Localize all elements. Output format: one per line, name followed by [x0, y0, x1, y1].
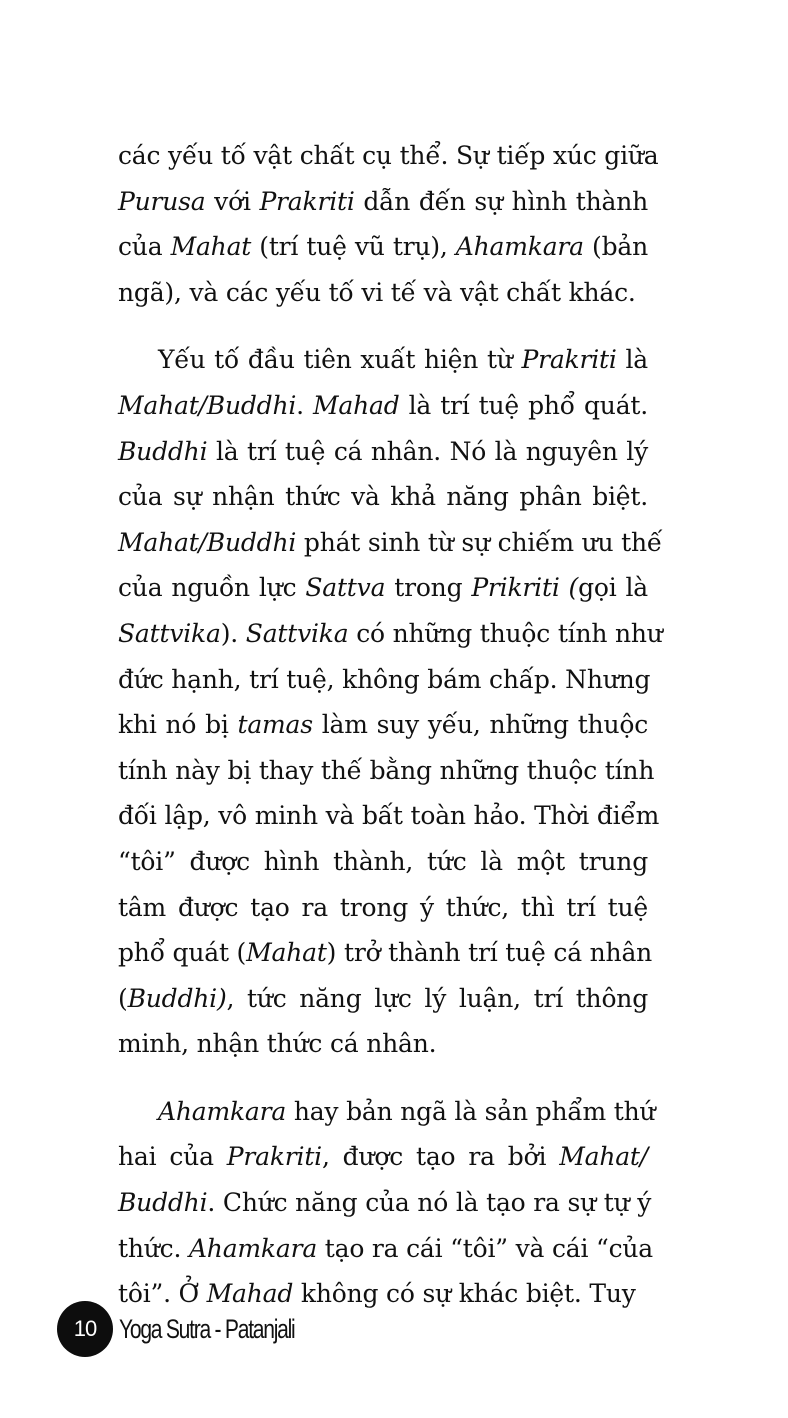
text-run: của nguồn lực	[118, 573, 306, 603]
text-run: Yếu tố đầu tiên xuất hiện từ	[158, 345, 522, 375]
italic-term: Ahamkara	[158, 1096, 287, 1126]
italic-term: Sattvika	[245, 618, 349, 648]
italic-term: Buddhi	[118, 1188, 208, 1218]
text-run: là trí tuệ cá nhân. Nó là nguyên lý	[207, 436, 648, 466]
text-line	[118, 224, 648, 270]
italic-term: Buddhi)	[127, 983, 227, 1013]
text-line	[118, 337, 648, 383]
text-run: ).	[220, 618, 246, 648]
italic-term: Prakriti	[521, 345, 617, 375]
italic-term: Mahad	[313, 390, 400, 420]
text-run: các yếu tố vật chất cụ thể. Sự tiếp xúc giữa	[118, 141, 659, 170]
text-run: không có sự khác biệt. Tuy	[293, 1279, 636, 1309]
text-run: tạo ra cái “tôi” và cái “của	[317, 1233, 653, 1263]
text-run: “tôi” được hình thành, tức là một trung	[118, 846, 648, 876]
page-number-badge	[57, 1301, 113, 1357]
italic-term: Buddhi	[118, 436, 208, 466]
text-line	[118, 1134, 648, 1180]
italic-term: Sattva	[305, 573, 386, 603]
text-run: thức.	[118, 1233, 189, 1263]
text-run: , được tạo ra bởi	[321, 1142, 560, 1172]
italic-term: Sattvika	[118, 618, 221, 648]
paragraph-2	[118, 337, 663, 1067]
text-run: đức hạnh, trí tuệ, không bám chấp. Nhưng	[118, 664, 651, 694]
text-line	[118, 1021, 648, 1067]
paragraph-3	[118, 1089, 656, 1317]
text-run: (trí tuệ vũ trụ),	[251, 232, 456, 262]
text-line	[118, 930, 653, 976]
italic-term: Mahat/Buddhi	[118, 527, 297, 557]
text-run: đối lập, vô minh và bất toàn hảo. Thời điểm	[118, 801, 660, 831]
italic-term: tamas	[237, 710, 313, 740]
text-run: minh, nhận thức cá nhân.	[118, 1029, 437, 1059]
text-run: . Chức năng của nó là tạo ra sự tự ý	[207, 1188, 652, 1218]
text-run: phát sinh từ sự chiếm ưu thế	[296, 527, 663, 557]
text-run: ) trở thành trí tuệ cá nhân	[326, 938, 653, 968]
text-run: là	[616, 345, 648, 375]
text-run: hai của	[118, 1142, 227, 1172]
body-text	[118, 133, 663, 1317]
text-run: trong	[385, 573, 472, 603]
text-line	[118, 1226, 653, 1272]
running-title: Yoga Sutra - Patanjali	[119, 1313, 295, 1344]
text-run: làm suy yếu, những thuộc	[312, 710, 648, 740]
text-line	[118, 885, 648, 931]
text-run: khi nó bị	[118, 710, 238, 740]
page-number: 10	[73, 1316, 97, 1341]
text-run: tâm được tạo ra trong ý thức, thì trí tuệ	[118, 892, 648, 922]
text-run: là trí tuệ phổ quát.	[399, 390, 648, 420]
text-run: dẫn đến sự hình thành	[354, 186, 648, 216]
text-run: gọi là	[578, 573, 648, 603]
text-line	[118, 474, 648, 520]
text-run: (bản	[583, 232, 648, 262]
text-line	[118, 702, 648, 748]
text-run: phổ quát (	[118, 938, 247, 968]
italic-term: Prakriti	[259, 186, 355, 216]
text-run: , tức năng lực lý luận, trí thông	[226, 983, 648, 1013]
text-line	[118, 383, 648, 429]
italic-term: Mahat	[170, 232, 252, 262]
italic-term: Purusa	[118, 186, 206, 216]
text-line	[118, 520, 663, 566]
text-line	[118, 1180, 652, 1226]
text-run: tôi”. Ở	[118, 1279, 207, 1309]
text-line	[118, 976, 648, 1022]
text-run: .	[296, 390, 313, 420]
text-run: với	[205, 186, 260, 216]
italic-term: Mahad	[206, 1279, 294, 1309]
text-line	[118, 793, 660, 839]
text-line	[118, 748, 655, 794]
italic-term: Ahamkara	[188, 1233, 318, 1263]
text-run: có những thuộc tính như	[348, 618, 663, 648]
italic-term: Mahat/	[559, 1142, 648, 1172]
italic-term: Mahat/Buddhi	[118, 390, 297, 420]
italic-term: Prakriti	[226, 1142, 322, 1172]
text-line	[118, 133, 659, 179]
text-line	[118, 1089, 656, 1135]
text-line	[118, 839, 648, 885]
text-line	[118, 270, 648, 316]
text-run: ngã), và các yếu tố vi tế và vật chất khác.	[118, 277, 636, 307]
text-line	[118, 179, 648, 225]
text-run: của	[118, 232, 171, 262]
text-line	[118, 611, 663, 657]
text-run: tính này bị thay thế bằng những thuộc tính	[118, 755, 655, 785]
page-footer	[57, 1301, 344, 1357]
text-line	[118, 429, 648, 475]
text-line	[118, 657, 651, 703]
text-run: (	[118, 983, 128, 1013]
text-run: hay bản ngã là sản phẩm thứ	[286, 1096, 656, 1126]
italic-term: Ahamkara	[455, 232, 584, 262]
text-run: của sự nhận thức và khả năng phân biệt.	[118, 482, 648, 512]
text-line	[118, 565, 648, 611]
italic-term: Prikriti (	[471, 573, 579, 603]
paragraph-1	[118, 133, 659, 315]
italic-term: Mahat	[246, 938, 327, 968]
